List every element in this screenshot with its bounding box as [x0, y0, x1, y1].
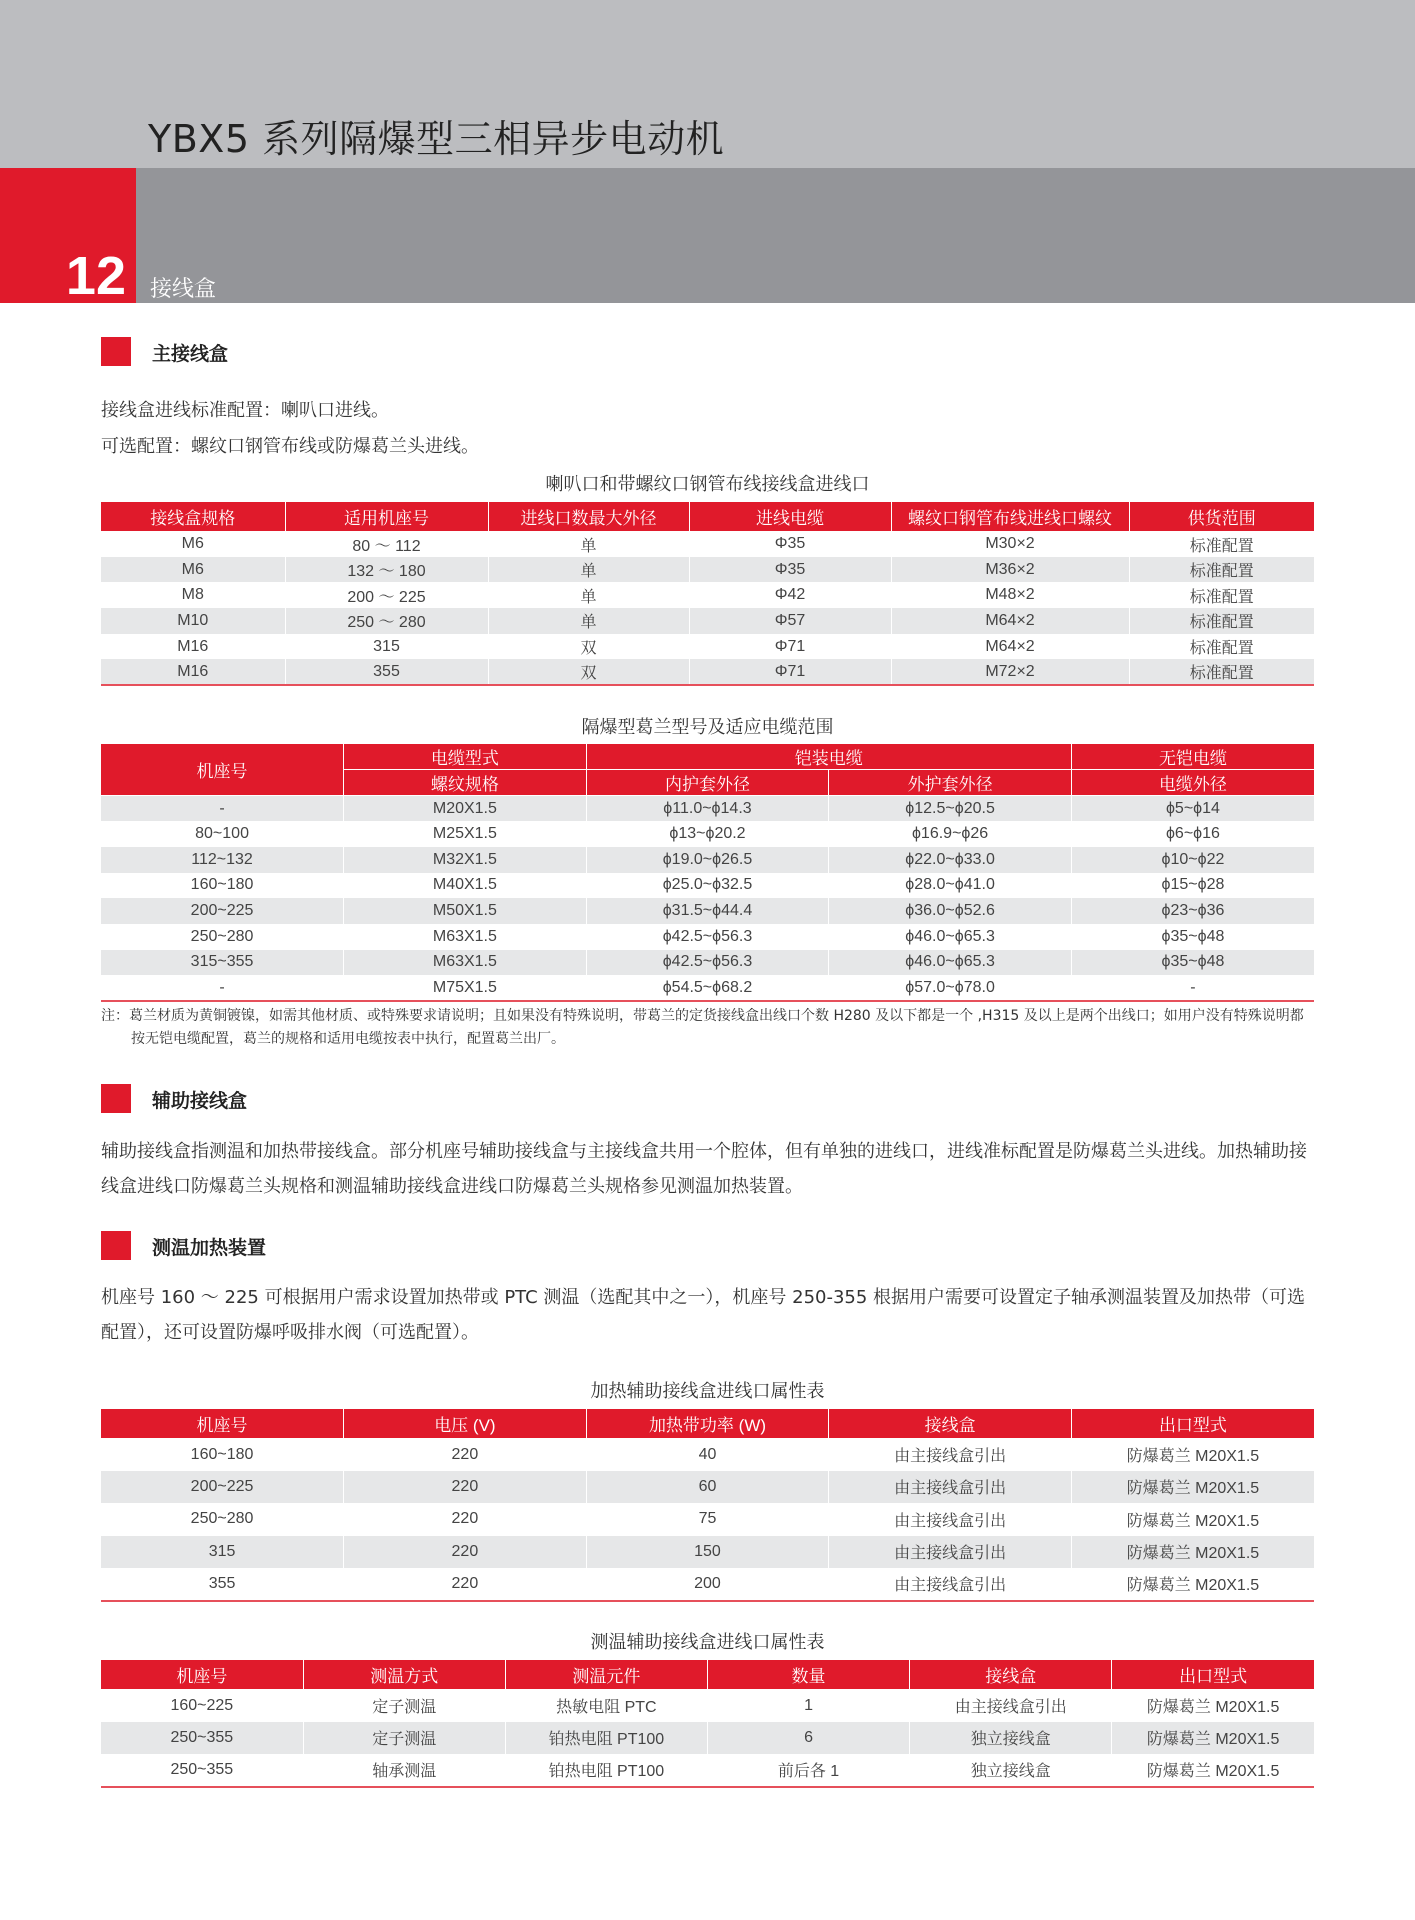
- table-inlet-ports: [101, 502, 1314, 686]
- table-cell: ϕ23~ϕ36: [1071, 898, 1314, 924]
- table-cell: 250 ～ 280: [285, 608, 488, 634]
- table-cell: M75X1.5: [344, 975, 587, 1001]
- table-cell: M64×2: [891, 608, 1129, 634]
- aux-paragraph: 辅助接线盒指测温和加热带接线盒。部分机座号辅助接线盒与主接线盒共用一个腔体，但有单独的进线口，进线准标配置是防爆葛兰头进线。加热辅助接线盒进线口防爆葛兰头规格和测温辅助接线盒进线口防爆葛兰头规格参见测温加热装置。: [101, 1141, 1307, 1197]
- table-cell: 防爆葛兰 M20X1.5: [1071, 1471, 1314, 1504]
- column-header-group: 铠装电缆: [586, 744, 1071, 770]
- table-cell: 250~355: [101, 1754, 303, 1787]
- table-row: [101, 924, 1314, 950]
- table-cell: ϕ46.0~ϕ65.3: [829, 950, 1072, 976]
- table-cell: 防爆葛兰 M20X1.5: [1071, 1536, 1314, 1569]
- table-cell: 单: [488, 608, 689, 634]
- table-cell: 铂热电阻 PT100: [505, 1722, 707, 1755]
- table-cell: ϕ15~ϕ28: [1071, 873, 1314, 899]
- column-header: 供货范围: [1129, 502, 1314, 531]
- table-cell: -: [1071, 975, 1314, 1001]
- table-cell: 防爆葛兰 M20X1.5: [1112, 1722, 1314, 1755]
- table-cell: 200 ～ 225: [285, 582, 488, 608]
- table-cell: 由主接线盒引出: [829, 1503, 1072, 1536]
- table-cell: 132 ～ 180: [285, 557, 488, 583]
- column-header: 进线电缆: [689, 502, 891, 531]
- table-cable-glands: [101, 744, 1314, 1002]
- table-cell: 标准配置: [1129, 557, 1314, 583]
- table-cell: 250~280: [101, 1503, 344, 1536]
- table-cell: ϕ25.0~ϕ32.5: [586, 873, 829, 899]
- column-subheader: 电缆外径: [1071, 770, 1314, 796]
- table-cell: 40: [586, 1438, 829, 1471]
- column-header: 机座号: [101, 744, 344, 796]
- column-header: 进线口数最大外径: [488, 502, 689, 531]
- table-row: [101, 1568, 1314, 1601]
- table-cell: ϕ5~ϕ14: [1071, 796, 1314, 822]
- table-cell: 315~355: [101, 950, 344, 976]
- column-subheader: 螺纹规格: [344, 770, 587, 796]
- column-header: 接线盒: [829, 1409, 1072, 1438]
- section-title: 主接线盒: [152, 343, 229, 365]
- column-header: 接线盒规格: [101, 502, 285, 531]
- table-row: [101, 1438, 1314, 1471]
- table-cell: 由主接线盒引出: [910, 1689, 1112, 1722]
- column-header: 机座号: [101, 1660, 303, 1689]
- table-cell: 铂热电阻 PT100: [505, 1754, 707, 1787]
- table-cell: 防爆葛兰 M20X1.5: [1112, 1689, 1314, 1722]
- table-cell: ϕ31.5~ϕ44.4: [586, 898, 829, 924]
- table-cell: M36×2: [891, 557, 1129, 583]
- table-cell: 前后各 1: [707, 1754, 909, 1787]
- table-cell: M63X1.5: [344, 924, 587, 950]
- table-cell: 防爆葛兰 M20X1.5: [1071, 1568, 1314, 1601]
- table-cell: 6: [707, 1722, 909, 1755]
- table-cell: -: [101, 796, 344, 822]
- table-cell: 双: [488, 634, 689, 660]
- table-cell: 160~225: [101, 1689, 303, 1722]
- table-cell: M30×2: [891, 531, 1129, 557]
- table-cell: 200~225: [101, 898, 344, 924]
- table-cell: 75: [586, 1503, 829, 1536]
- table-cell: 355: [101, 1568, 344, 1601]
- table-row: [101, 582, 1314, 608]
- table-row: [101, 1536, 1314, 1569]
- table-cell: 200: [586, 1568, 829, 1601]
- table-cell: M16: [101, 634, 285, 660]
- table-cell: Φ42: [689, 582, 891, 608]
- chapter-number-box: [0, 168, 136, 306]
- column-header: 机座号: [101, 1409, 344, 1438]
- table-cell: M72×2: [891, 659, 1129, 685]
- table-cell: 由主接线盒引出: [829, 1438, 1072, 1471]
- table-cell: 由主接线盒引出: [829, 1471, 1072, 1504]
- table-cell: M40X1.5: [344, 873, 587, 899]
- table-row: [101, 531, 1314, 557]
- table-cell: ϕ12.5~ϕ20.5: [829, 796, 1072, 822]
- table-cell: 由主接线盒引出: [829, 1568, 1072, 1601]
- table-cell: 250~280: [101, 924, 344, 950]
- column-header: 电缆型式: [344, 744, 587, 770]
- table-cell: 315: [101, 1536, 344, 1569]
- table-cell: 轴承测温: [303, 1754, 505, 1787]
- table-cell: ϕ22.0~ϕ33.0: [829, 847, 1072, 873]
- table-cell: M25X1.5: [344, 821, 587, 847]
- table2-title: 隔爆型葛兰型号及适应电缆范围: [581, 717, 834, 738]
- table-cell: Φ71: [689, 634, 891, 660]
- table-cell: 由主接线盒引出: [829, 1536, 1072, 1569]
- section-title: 测温加热装置: [152, 1237, 267, 1259]
- column-header: 螺纹口钢管布线进线口螺纹: [891, 502, 1129, 531]
- table-cell: 独立接线盒: [910, 1754, 1112, 1787]
- table-cell: 定子测温: [303, 1722, 505, 1755]
- table-row: [101, 821, 1314, 847]
- section-marker-icon: [101, 1084, 131, 1113]
- table-cell: ϕ13~ϕ20.2: [586, 821, 829, 847]
- table-cell: 220: [344, 1438, 587, 1471]
- table-cell: M63X1.5: [344, 950, 587, 976]
- table-row: [101, 1722, 1314, 1755]
- table-cell: ϕ46.0~ϕ65.3: [829, 924, 1072, 950]
- table-cell: 220: [344, 1503, 587, 1536]
- table-cell: 标准配置: [1129, 634, 1314, 660]
- table-cell: 双: [488, 659, 689, 685]
- table-cell: Φ57: [689, 608, 891, 634]
- table-temperature-box: [101, 1660, 1314, 1788]
- table-row: [101, 1754, 1314, 1787]
- table-cell: 单: [488, 582, 689, 608]
- table-cell: ϕ19.0~ϕ26.5: [586, 847, 829, 873]
- table-cell: 防爆葛兰 M20X1.5: [1071, 1503, 1314, 1536]
- table-cell: ϕ16.9~ϕ26: [829, 821, 1072, 847]
- table-cell: 220: [344, 1471, 587, 1504]
- column-header: 测温方式: [303, 1660, 505, 1689]
- table-cell: -: [101, 975, 344, 1001]
- table-cell: ϕ54.5~ϕ68.2: [586, 975, 829, 1001]
- table-cell: ϕ35~ϕ48: [1071, 950, 1314, 976]
- header-row: [101, 1660, 1314, 1689]
- column-header: 加热带功率 (W): [586, 1409, 829, 1438]
- table-cell: 单: [488, 531, 689, 557]
- table-cell: 315: [285, 634, 488, 660]
- table-heating-box: [101, 1409, 1314, 1602]
- table-cell: M32X1.5: [344, 847, 587, 873]
- table-cell: M50X1.5: [344, 898, 587, 924]
- table-cell: ϕ35~ϕ48: [1071, 924, 1314, 950]
- table-cell: ϕ42.5~ϕ56.3: [586, 924, 829, 950]
- section-marker-icon: [101, 1231, 131, 1260]
- table-row: [101, 975, 1314, 1001]
- column-header: 出口型式: [1112, 1660, 1314, 1689]
- table-row: [101, 898, 1314, 924]
- column-subheader: 外护套外径: [829, 770, 1072, 796]
- table-cell: 标准配置: [1129, 582, 1314, 608]
- table-cell: 标准配置: [1129, 531, 1314, 557]
- table-row: [101, 634, 1314, 660]
- table-cell: M16: [101, 659, 285, 685]
- table1-title: 喇叭口和带螺纹口钢管布线接线盒进线口: [545, 474, 870, 495]
- table-cell: ϕ28.0~ϕ41.0: [829, 873, 1072, 899]
- table-cell: M10: [101, 608, 285, 634]
- table-cell: ϕ11.0~ϕ14.3: [586, 796, 829, 822]
- table-cell: 1: [707, 1689, 909, 1722]
- column-header: 出口型式: [1071, 1409, 1314, 1438]
- table-cell: 80~100: [101, 821, 344, 847]
- table-cell: M64×2: [891, 634, 1129, 660]
- table-cell: M6: [101, 557, 285, 583]
- table-cell: 160~180: [101, 873, 344, 899]
- section-title: 辅助接线盒: [152, 1090, 248, 1112]
- table-cell: 60: [586, 1471, 829, 1504]
- table-cell: 防爆葛兰 M20X1.5: [1071, 1438, 1314, 1471]
- table-row: [101, 659, 1314, 685]
- column-header: 数量: [707, 1660, 909, 1689]
- table-cell: ϕ10~ϕ22: [1071, 847, 1314, 873]
- table-cell: 标准配置: [1129, 608, 1314, 634]
- temp-paragraph: 机座号 160 ～ 225 可根据用户需求设置加热带或 PTC 测温（选配其中之一），机座号 250-355 根据用户需要可设置定子轴承测温装置及加热带（可选配置），还可设置防爆呼吸排水阀（可选配置）。: [101, 1287, 1306, 1343]
- table-cell: Φ35: [689, 557, 891, 583]
- table-cell: ϕ6~ϕ16: [1071, 821, 1314, 847]
- table-cell: 160~180: [101, 1438, 344, 1471]
- table-cell: Φ35: [689, 531, 891, 557]
- header-row: [101, 744, 1314, 770]
- column-header: 电压 (V): [344, 1409, 587, 1438]
- table4-title: 测温辅助接线盒进线口属性表: [590, 1632, 825, 1653]
- table-cell: M8: [101, 582, 285, 608]
- table-row: [101, 950, 1314, 976]
- header-row: [101, 1409, 1314, 1438]
- table-row: [101, 557, 1314, 583]
- table-cell: 150: [586, 1536, 829, 1569]
- table-cell: 防爆葛兰 M20X1.5: [1112, 1754, 1314, 1787]
- table-cell: 定子测温: [303, 1689, 505, 1722]
- main-config-line: 接线盒进线标准配置：喇叭口进线。: [101, 400, 389, 421]
- table3-title: 加热辅助接线盒进线口属性表: [590, 1381, 825, 1402]
- table-cell: 250~355: [101, 1722, 303, 1755]
- table-cell: 355: [285, 659, 488, 685]
- chapter-name: 接线盒: [150, 277, 217, 302]
- table-row: [101, 1503, 1314, 1536]
- table-cell: ϕ57.0~ϕ78.0: [829, 975, 1072, 1001]
- section-marker-icon: [101, 337, 131, 366]
- table-cell: M6: [101, 531, 285, 557]
- table-row: [101, 1471, 1314, 1504]
- column-header: 适用机座号: [285, 502, 488, 531]
- table-cell: M48×2: [891, 582, 1129, 608]
- column-subheader: 内护套外径: [586, 770, 829, 796]
- table-row: [101, 1689, 1314, 1722]
- optional-config-line: 可选配置：螺纹口钢管布线或防爆葛兰头进线。: [101, 436, 479, 457]
- table-cell: 112~132: [101, 847, 344, 873]
- chapter-number: 12: [65, 246, 126, 306]
- table-cell: 220: [344, 1568, 587, 1601]
- table-cell: 单: [488, 557, 689, 583]
- table-cell: 热敏电阻 PTC: [505, 1689, 707, 1722]
- table-cell: Φ71: [689, 659, 891, 685]
- table-cell: ϕ42.5~ϕ56.3: [586, 950, 829, 976]
- document-title: YBX5 系列隔爆型三相异步电动机: [148, 117, 725, 161]
- table-cell: 标准配置: [1129, 659, 1314, 685]
- table-cell: 80 ～ 112: [285, 531, 488, 557]
- table-cell: 220: [344, 1536, 587, 1569]
- table2-note: 注：葛兰材质为黄铜镀镍，如需其他材质、或特殊要求请说明；且如果没有特殊说明，带葛兰的定货接线盒出线口个数 H280 及以下都是一个 ,H315 及以上是两个出线口；如用户没有特殊说明都按无铠电缆配置，葛兰的规格和适用电缆按表中执行，配置葛兰出厂。: [101, 1008, 1304, 1047]
- table-cell: M20X1.5: [344, 796, 587, 822]
- table-row: [101, 847, 1314, 873]
- column-header: 测温元件: [505, 1660, 707, 1689]
- table-cell: 200~225: [101, 1471, 344, 1504]
- table-row: [101, 796, 1314, 822]
- table-cell: ϕ36.0~ϕ52.6: [829, 898, 1072, 924]
- table-row: [101, 608, 1314, 634]
- table-row: [101, 873, 1314, 899]
- column-header: 接线盒: [910, 1660, 1112, 1689]
- column-header: 无铠电缆: [1071, 744, 1314, 770]
- header-row: [101, 502, 1314, 531]
- table-cell: 独立接线盒: [910, 1722, 1112, 1755]
